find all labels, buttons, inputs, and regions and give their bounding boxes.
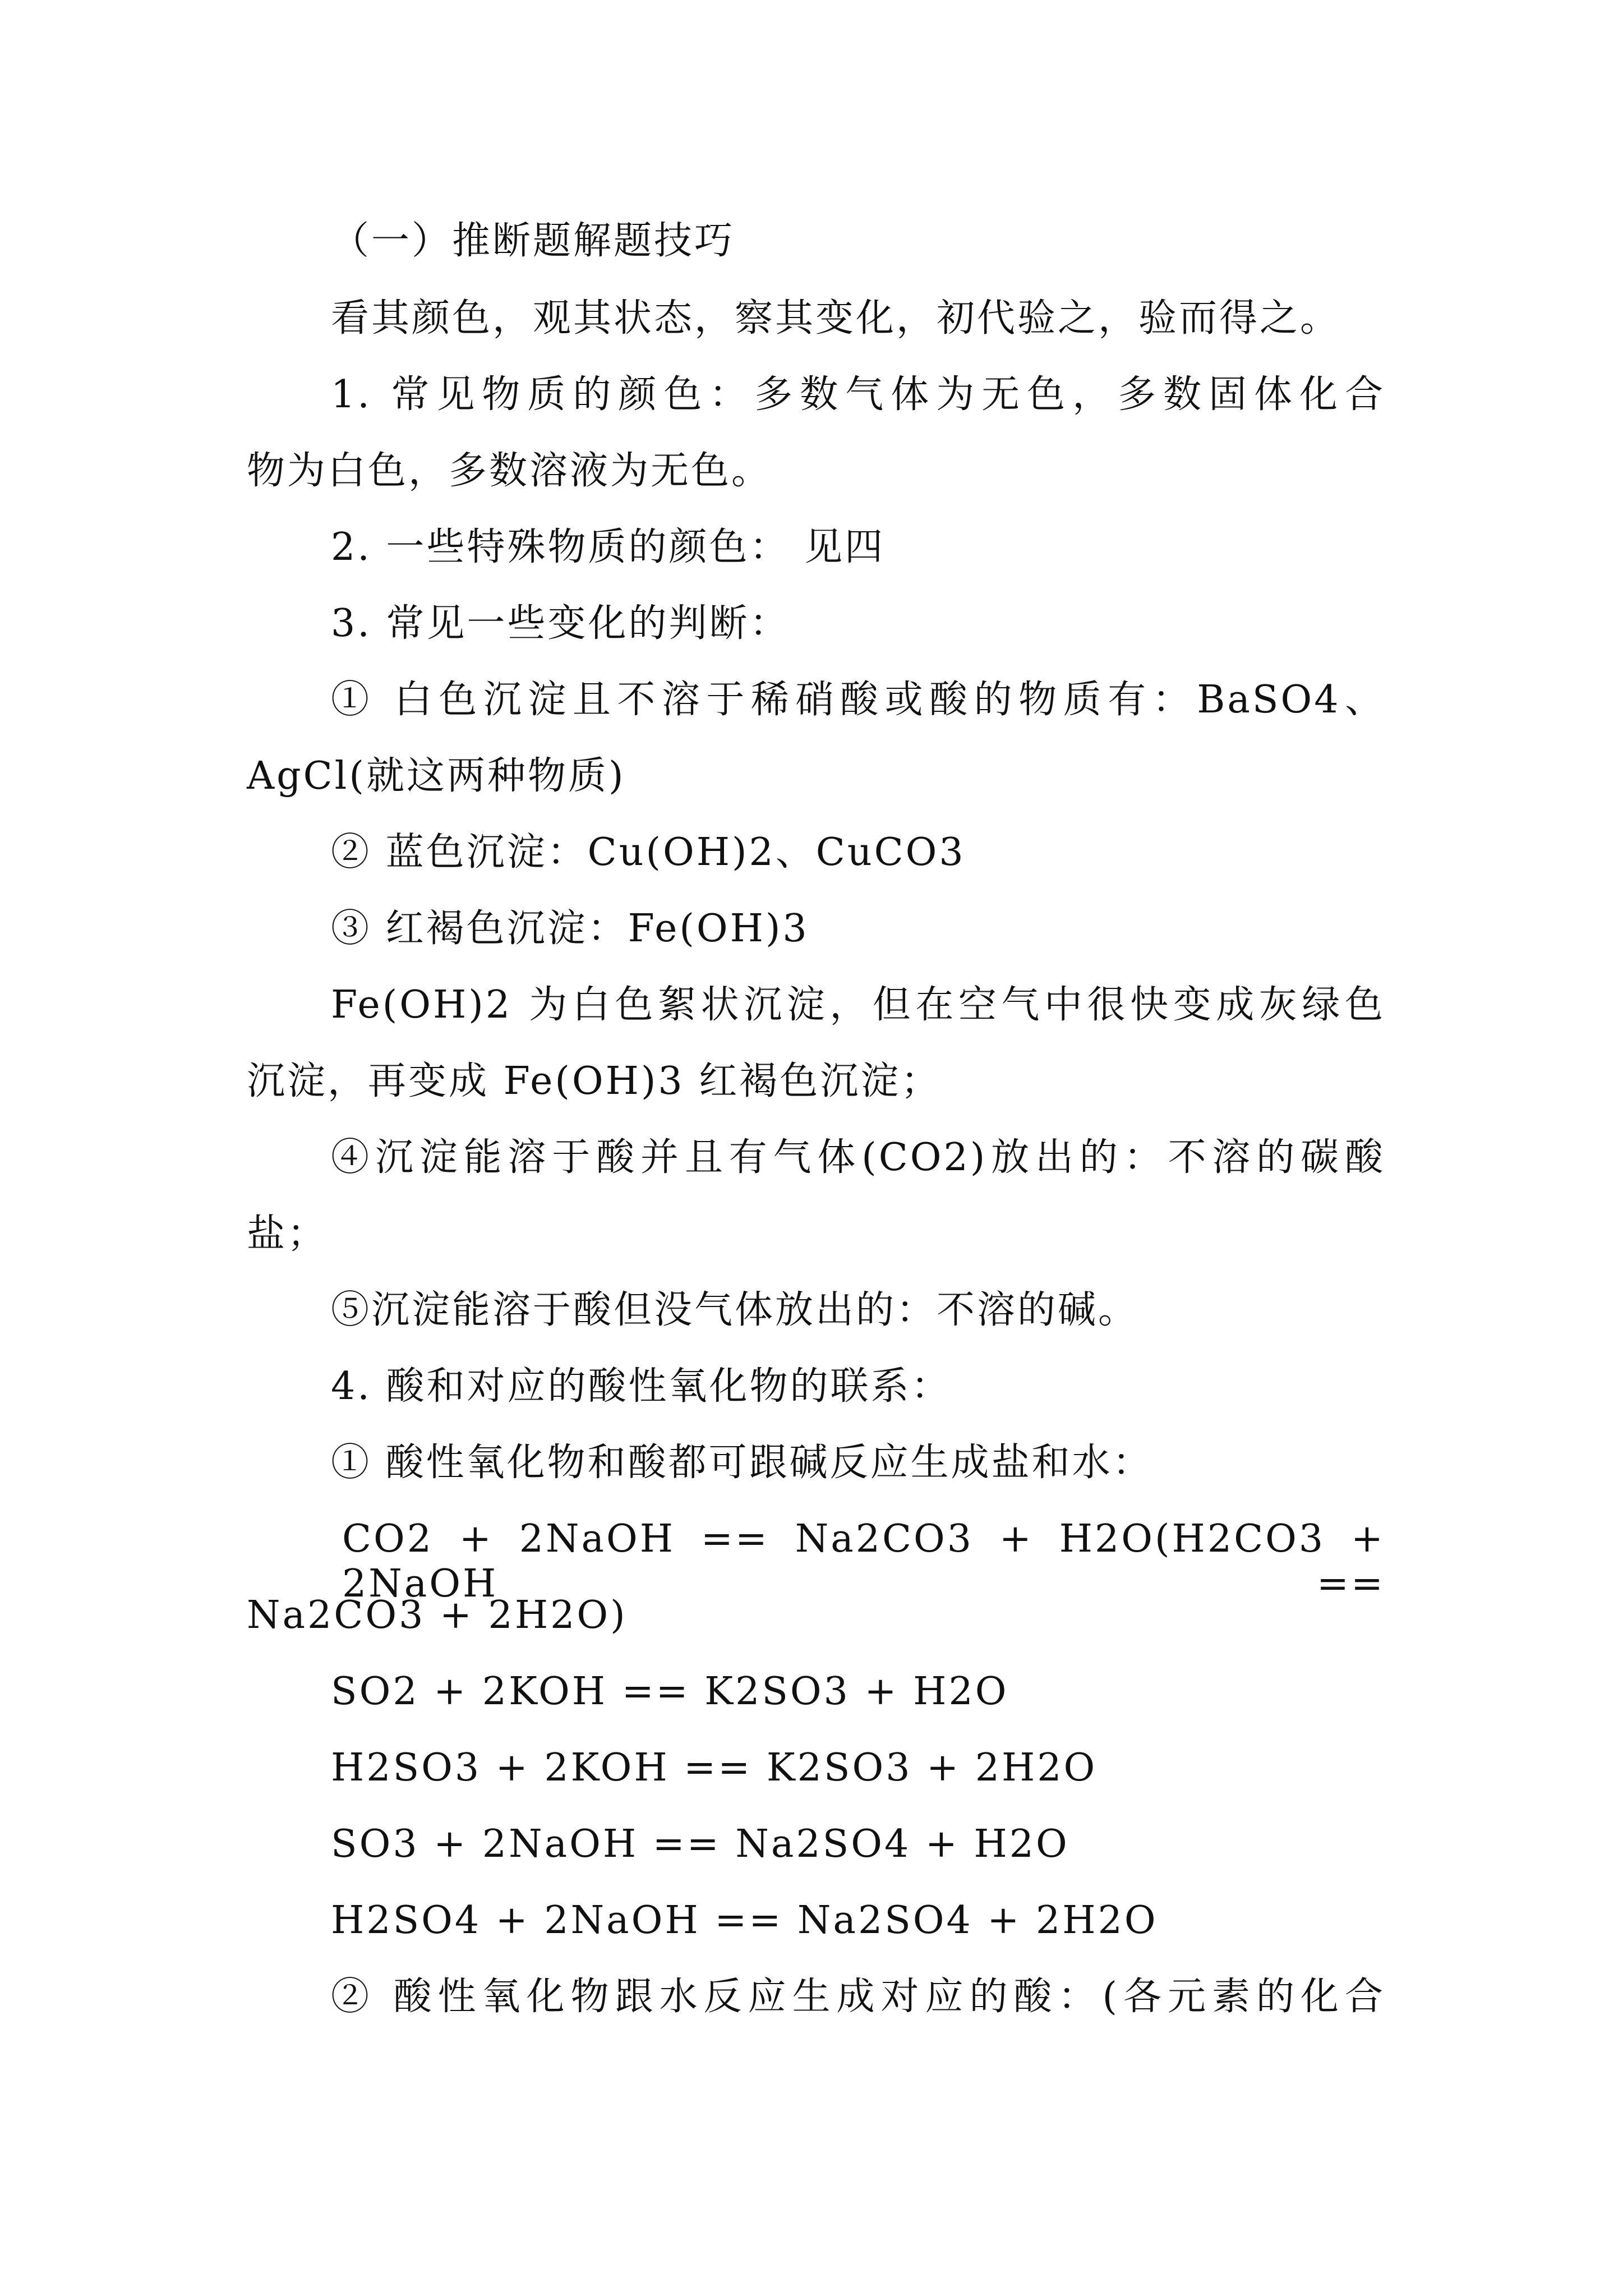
text-line-feoh2-b: 沉淀，再变成 Fe(OH)3 红褐色沉淀； bbox=[247, 1059, 942, 1103]
text-line-3-4b: 盐； bbox=[247, 1212, 328, 1256]
equation-line-1b: Na2CO3 + 2H2O) bbox=[247, 1593, 628, 1637]
text-line-4: 4. 酸和对应的酸性氧化物的联系： bbox=[331, 1364, 952, 1409]
text-line-1a: 1. 常见物质的颜色：多数气体为无色，多数固体化合 bbox=[331, 372, 1385, 417]
text-line-4-1: ① 酸性氧化物和酸都可跟碱反应生成盐和水： bbox=[331, 1441, 1153, 1485]
equation-line-5: H2SO4 + 2NaOH == Na2SO4 + 2H2O bbox=[331, 1898, 1158, 1943]
equation-line-4: SO3 + 2NaOH == Na2SO4 + H2O bbox=[331, 1822, 1069, 1866]
text-line-2: 2. 一些特殊物质的颜色： 见四 bbox=[331, 525, 886, 569]
text-line-3-5: ⑤沉淀能溶于酸但没气体放出的：不溶的碱。 bbox=[331, 1288, 1139, 1332]
section-heading: （一）推断题解题技巧 bbox=[331, 219, 735, 263]
equation-line-1a: CO2 + 2NaOH == Na2CO3 + H2O(H2CO3 + 2NaOH == bbox=[342, 1517, 1385, 1606]
text-line-4-2: ② 酸性氧化物跟水反应生成对应的酸：(各元素的化合 bbox=[331, 1975, 1385, 2019]
text-line-3-4a: ④沉淀能溶于酸并且有气体(CO2)放出的：不溶的碳酸 bbox=[331, 1135, 1385, 1180]
text-line-feoh2-a: Fe(OH)2 为白色絮状沉淀，但在空气中很快变成灰绿色 bbox=[331, 983, 1385, 1027]
text-line-3-1a: ① 白色沉淀且不溶于稀硝酸或酸的物质有：BaSO4、 bbox=[331, 678, 1385, 722]
text-line-1b: 物为白色，多数溶液为无色。 bbox=[247, 449, 772, 493]
text-line-3: 3. 常见一些变化的判断： bbox=[331, 601, 790, 646]
text-line-3-2: ② 蓝色沉淀：Cu(OH)2、CuCO3 bbox=[331, 830, 966, 875]
equation-line-3: H2SO3 + 2KOH == K2SO3 + 2H2O bbox=[331, 1746, 1098, 1790]
text-line-intro: 看其颜色，观其状态，察其变化，初代验之，验而得之。 bbox=[331, 296, 1341, 341]
text-line-3-3: ③ 红褐色沉淀：Fe(OH)3 bbox=[331, 907, 809, 951]
text-line-3-1b: AgCl(就这两种物质) bbox=[247, 754, 626, 798]
equation-line-2: SO2 + 2KOH == K2SO3 + H2O bbox=[331, 1669, 1009, 1714]
